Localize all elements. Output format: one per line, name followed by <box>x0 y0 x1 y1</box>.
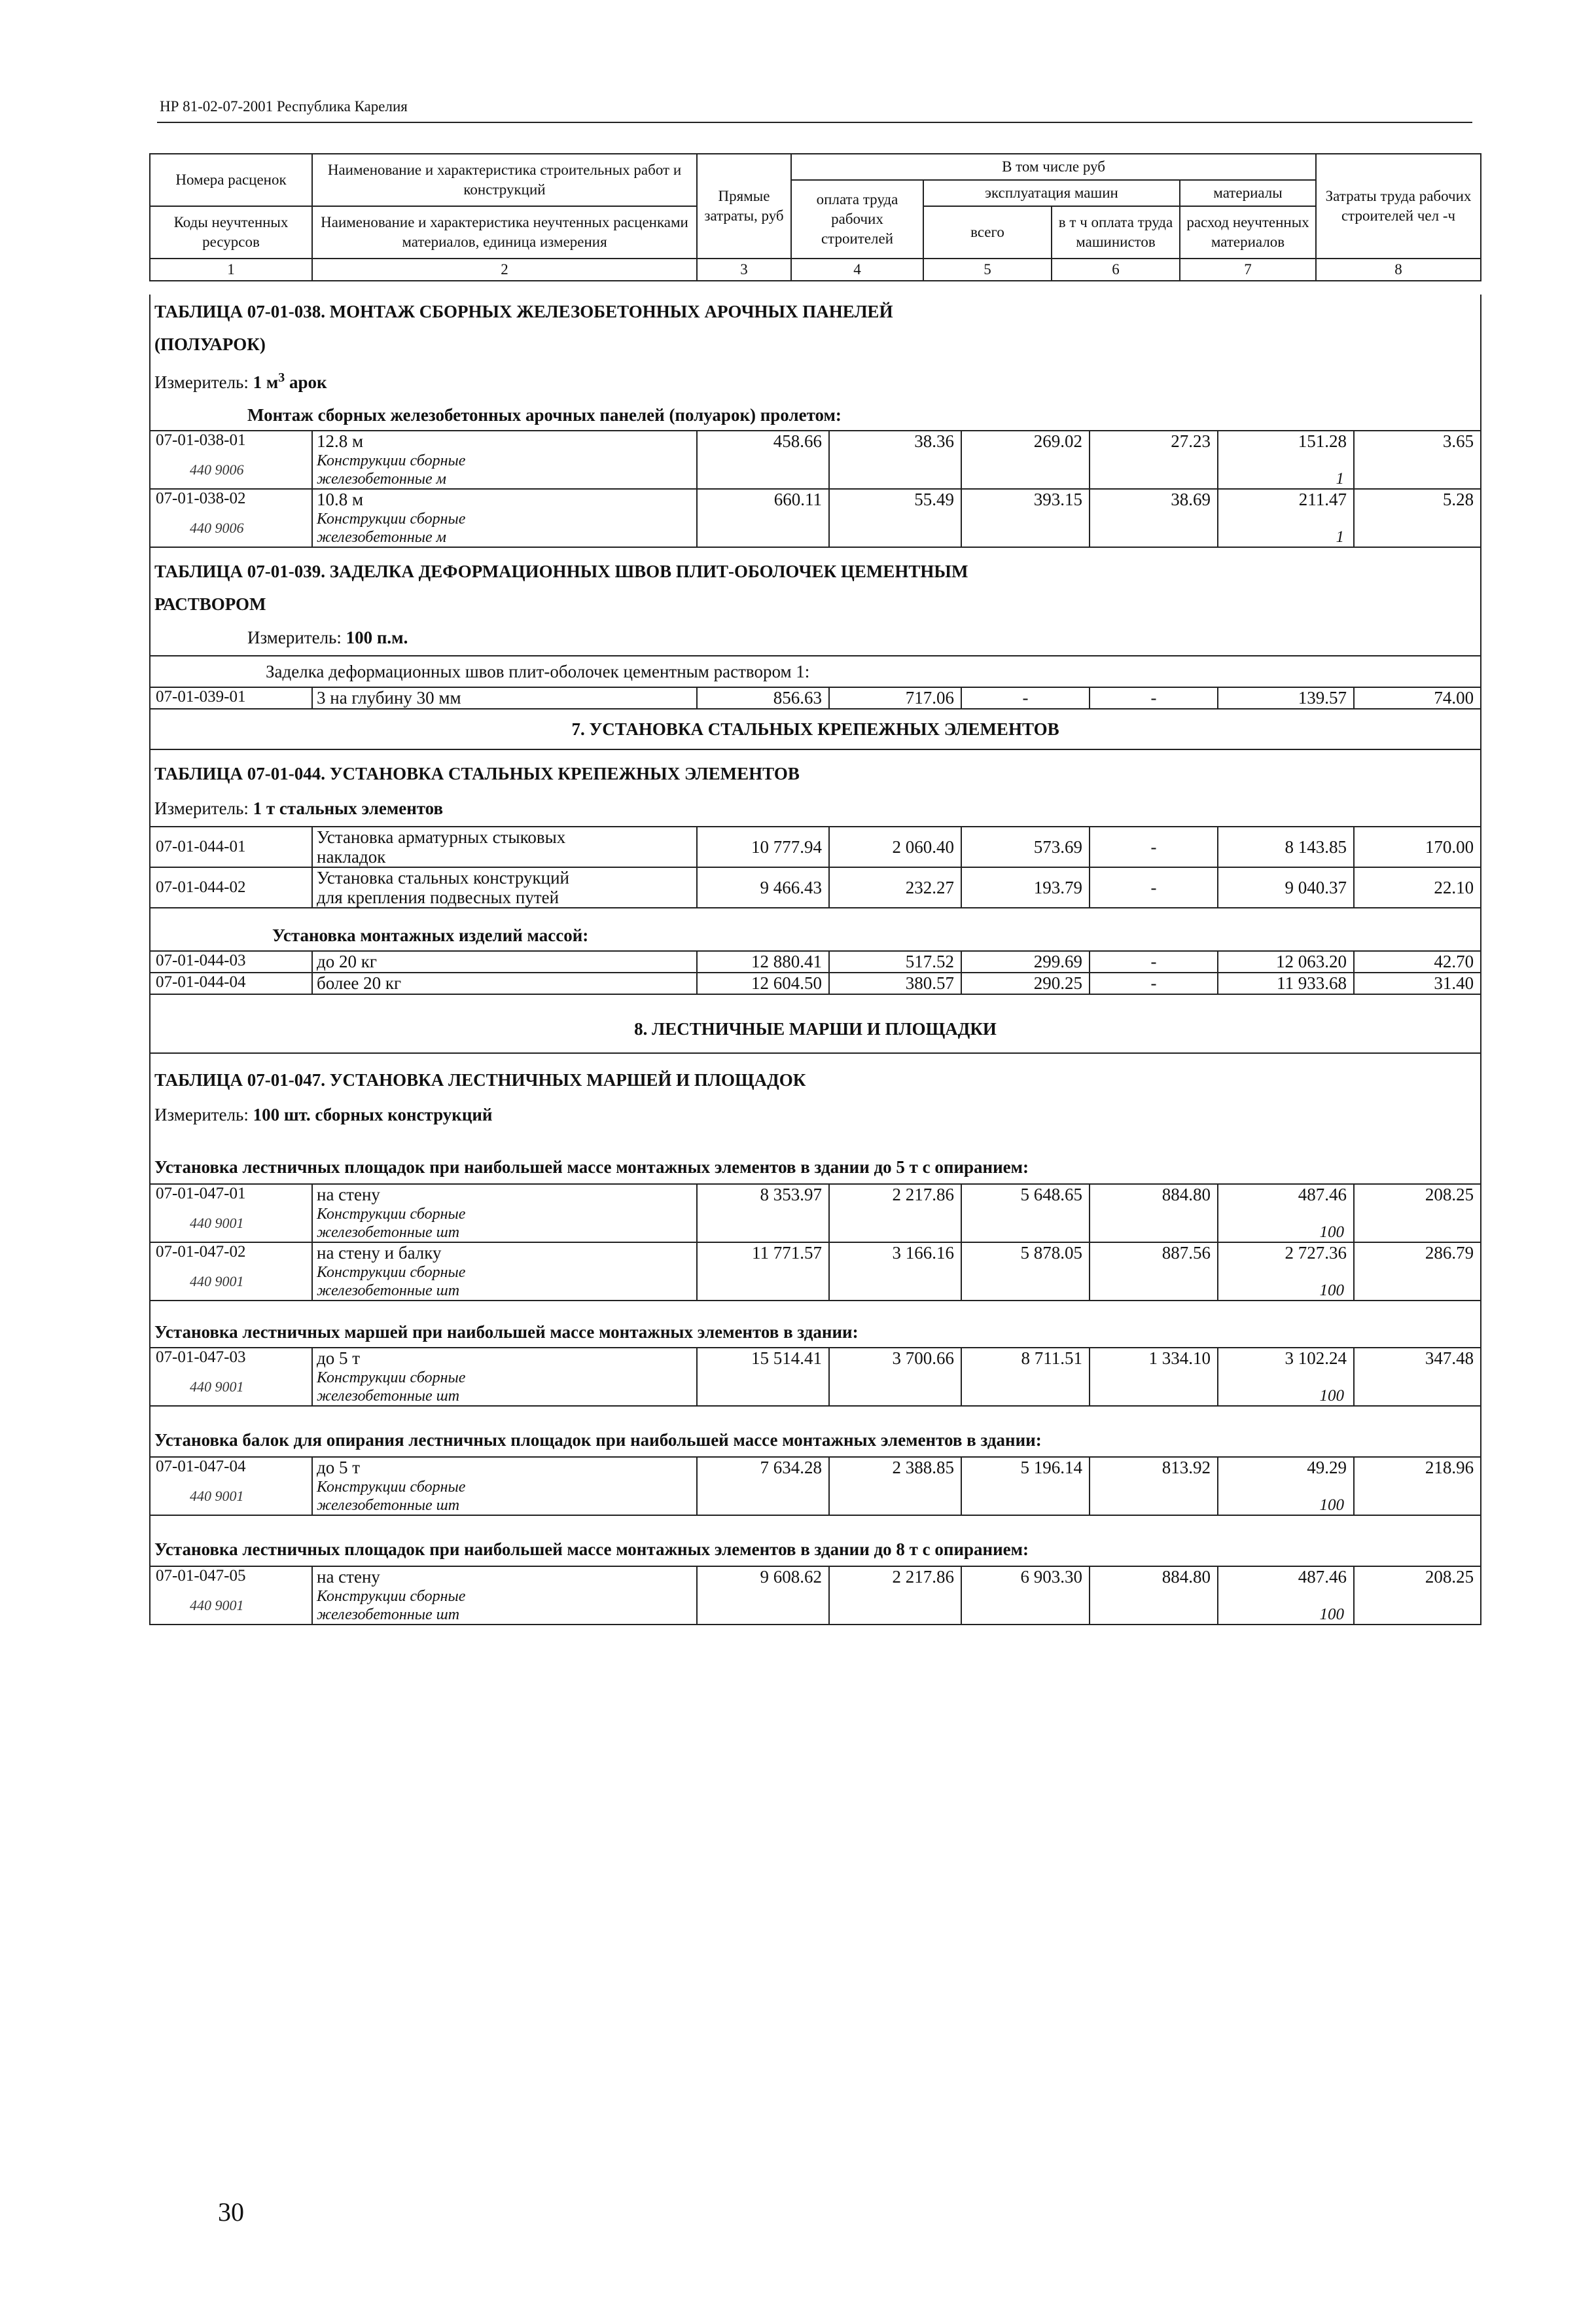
table-044-subheading: Установка монтажных изделий массой: <box>150 908 1481 951</box>
work-name: более 20 кг <box>312 973 697 994</box>
column-header-table <box>149 153 1481 281</box>
material-name: Конструкции сборные железобетонные шт <box>312 1369 697 1406</box>
work-name: 10.8 м <box>312 489 697 510</box>
machinist-pay: 884.80 <box>1090 1184 1218 1205</box>
material-name: Конструкции сборные железобетонные м <box>312 510 697 547</box>
rate-code: 07-01-047-05 <box>150 1566 312 1587</box>
machinist-pay: - <box>1090 951 1218 973</box>
header-num-1: 1 <box>150 259 312 281</box>
price-tables <box>149 295 1480 1625</box>
machine-cost: 573.69 <box>961 827 1090 867</box>
resource-row <box>150 1478 1481 1515</box>
header-materials: материалы <box>1180 180 1316 206</box>
header-labor-costs: Затраты труда рабочих строителей чел -ч <box>1316 154 1481 259</box>
material-cost: 487.46 <box>1218 1184 1354 1205</box>
table-039-title-cont: РАСТВОРОМ <box>150 588 1481 620</box>
labor-hours: 31.40 <box>1354 973 1481 994</box>
rate-code: 07-01-047-03 <box>150 1348 312 1369</box>
resource-row <box>150 510 1481 547</box>
header-group-label: В том числе руб <box>791 154 1316 180</box>
machine-cost: 269.02 <box>961 431 1090 452</box>
machine-cost: 6 903.30 <box>961 1566 1090 1587</box>
table-039-title: ТАБЛИЦА 07-01-039. ЗАДЕЛКА ДЕФОРМАЦИОННЫХ ШВОВ ПЛИТ-ОБОЛОЧЕК ЦЕМЕНТНЫМ <box>150 547 1481 588</box>
direct-cost: 12 880.41 <box>697 951 829 973</box>
resource-row <box>150 452 1481 489</box>
work-name: до 5 т <box>312 1348 697 1369</box>
machinist-pay: - <box>1090 827 1218 867</box>
direct-cost: 10 777.94 <box>697 827 829 867</box>
worker-pay: 232.27 <box>829 867 961 908</box>
machine-cost: 5 196.14 <box>961 1457 1090 1478</box>
table-047-subheading-4: Установка лестничных площадок при наибольшей массе монтажных элементов в здании до 8 т с опиранием: <box>150 1515 1481 1566</box>
worker-pay: 2 217.86 <box>829 1184 961 1205</box>
section-8-title: 8. ЛЕСТНИЧНЫЕ МАРШИ И ПЛОЩАДКИ <box>150 994 1481 1053</box>
running-header: НР 81-02-07-2001 Республика Карелия <box>160 98 408 115</box>
material-name: Конструкции сборные железобетонные шт <box>312 1478 697 1515</box>
work-name: на стену <box>312 1184 697 1205</box>
header-rule <box>157 122 1472 123</box>
worker-pay: 717.06 <box>829 687 961 709</box>
resource-quantity: 100 <box>1218 1587 1354 1625</box>
resource-quantity: 100 <box>1218 1369 1354 1406</box>
work-name: до 5 т <box>312 1457 697 1478</box>
direct-cost: 9 466.43 <box>697 867 829 908</box>
direct-cost: 660.11 <box>697 489 829 510</box>
labor-hours: 74.00 <box>1354 687 1481 709</box>
worker-pay: 3 700.66 <box>829 1348 961 1369</box>
table-038-title-cont: (ПОЛУАРОК) <box>150 329 1481 360</box>
table-038-title: ТАБЛИЦА 07-01-038. МОНТАЖ СБОРНЫХ ЖЕЛЕЗОБЕТОННЫХ АРОЧНЫХ ПАНЕЛЕЙ <box>150 295 1481 329</box>
header-machines-total: всего <box>923 206 1052 259</box>
resource-row <box>150 1369 1481 1406</box>
resource-code: 440 9001 <box>150 1263 312 1301</box>
material-cost: 12 063.20 <box>1218 951 1354 973</box>
work-name: 12.8 м <box>312 431 697 452</box>
table-row <box>150 1566 1481 1587</box>
machinist-pay: - <box>1090 973 1218 994</box>
table-047-subheading-1: Установка лестничных площадок при наибольшей массе монтажных элементов в здании до 5 т с опиранием: <box>150 1132 1481 1184</box>
section-7-title: 7. УСТАНОВКА СТАЛЬНЫХ КРЕПЕЖНЫХ ЭЛЕМЕНТОВ <box>150 709 1481 749</box>
direct-cost: 9 608.62 <box>697 1566 829 1587</box>
labor-hours: 22.10 <box>1354 867 1481 908</box>
machinist-pay: 887.56 <box>1090 1242 1218 1263</box>
worker-pay: 517.52 <box>829 951 961 973</box>
worker-pay: 2 217.86 <box>829 1566 961 1587</box>
material-name: Конструкции сборные железобетонные шт <box>312 1263 697 1301</box>
rate-code: 07-01-038-01 <box>150 431 312 452</box>
rate-code: 07-01-044-04 <box>150 973 312 994</box>
labor-hours: 42.70 <box>1354 951 1481 973</box>
material-cost: 11 933.68 <box>1218 973 1354 994</box>
machine-cost: 290.25 <box>961 973 1090 994</box>
work-name: 3 на глубину 30 мм <box>312 687 697 709</box>
header-num-5: 5 <box>923 259 1052 281</box>
resource-row <box>150 1587 1481 1625</box>
direct-cost: 458.66 <box>697 431 829 452</box>
table-038-subheading: Монтаж сборных железобетонных арочных панелей (полуарок) пролетом: <box>150 400 1481 431</box>
resource-row <box>150 1263 1481 1301</box>
table-039-subheading: Заделка деформационных швов плит-оболочек цементным раствором 1: <box>150 656 1481 687</box>
rate-code: 07-01-038-02 <box>150 489 312 510</box>
worker-pay: 380.57 <box>829 973 961 994</box>
table-047-subheading-3: Установка балок для опирания лестничных площадок при наибольшей массе монтажных элементов в здании: <box>150 1406 1481 1457</box>
worker-pay: 2 388.85 <box>829 1457 961 1478</box>
labor-hours: 347.48 <box>1354 1348 1481 1369</box>
machinist-pay: 27.23 <box>1090 431 1218 452</box>
work-name: на стену <box>312 1566 697 1587</box>
rate-code: 07-01-044-02 <box>150 867 312 908</box>
material-cost: 49.29 <box>1218 1457 1354 1478</box>
work-name: Установка арматурных стыковых накладок <box>312 827 697 867</box>
machine-cost: 393.15 <box>961 489 1090 510</box>
table-038-measure: Измеритель: 1 $м^3$ арок <box>150 360 1481 400</box>
material-name: Конструкции сборные железобетонные шт <box>312 1587 697 1625</box>
material-name: Конструкции сборные железобетонные шт <box>312 1205 697 1242</box>
material-cost: 2 727.36 <box>1218 1242 1354 1263</box>
direct-cost: 11 771.57 <box>697 1242 829 1263</box>
table-047-title: ТАБЛИЦА 07-01-047. УСТАНОВКА ЛЕСТНИЧНЫХ МАРШЕЙ И ПЛОЩАДОК <box>150 1053 1481 1097</box>
material-name: Конструкции сборные железобетонные м <box>312 452 697 489</box>
labor-hours: 3.65 <box>1354 431 1481 452</box>
header-works-top: Наименование и характеристика строительных работ и конструкций <box>312 154 697 206</box>
resource-code: 440 9001 <box>150 1587 312 1625</box>
header-num-6: 6 <box>1052 259 1180 281</box>
header-codes-bottom: Коды неучтенных ресурсов <box>150 206 312 259</box>
machine-cost: 5 878.05 <box>961 1242 1090 1263</box>
labor-hours: 286.79 <box>1354 1242 1481 1263</box>
resource-code: 440 9006 <box>150 510 312 547</box>
resource-quantity: 100 <box>1218 1263 1354 1301</box>
direct-cost: 7 634.28 <box>697 1457 829 1478</box>
table-044-measure: Измеритель: 1 т стальных элементов <box>150 791 1481 827</box>
labor-hours: 170.00 <box>1354 827 1481 867</box>
resource-code: 440 9001 <box>150 1205 312 1242</box>
labor-hours: 208.25 <box>1354 1184 1481 1205</box>
material-cost: 151.28 <box>1218 431 1354 452</box>
header-worker-pay: оплата труда рабочих строителей <box>791 180 923 259</box>
table-row <box>150 1184 1481 1205</box>
machine-cost: 5 648.65 <box>961 1184 1090 1205</box>
table-row <box>150 431 1481 452</box>
table-row <box>150 1242 1481 1263</box>
labor-hours: 218.96 <box>1354 1457 1481 1478</box>
rate-code: 07-01-044-01 <box>150 827 312 867</box>
table-row <box>150 951 1481 973</box>
rate-code: 07-01-047-04 <box>150 1457 312 1478</box>
rate-code: 07-01-044-03 <box>150 951 312 973</box>
material-cost: 487.46 <box>1218 1566 1354 1587</box>
table-039-measure: Измеритель: 100 п.м. <box>150 620 1481 656</box>
resource-quantity: 1 <box>1218 452 1354 489</box>
table-row <box>150 687 1481 709</box>
table-047-subheading-2: Установка лестничных маршей при наибольшей массе монтажных элементов в здании: <box>150 1301 1481 1348</box>
resource-code: 440 9001 <box>150 1369 312 1406</box>
labor-hours: 5.28 <box>1354 489 1481 510</box>
resource-row <box>150 1205 1481 1242</box>
header-codes-top: Номера расценок <box>150 154 312 206</box>
machine-cost: 8 711.51 <box>961 1348 1090 1369</box>
work-name: Установка стальных конструкций для крепления подвесных путей <box>312 867 697 908</box>
machine-cost: 193.79 <box>961 867 1090 908</box>
header-direct-costs: Прямые затраты, руб <box>697 154 791 259</box>
resource-quantity: 100 <box>1218 1205 1354 1242</box>
worker-pay: 38.36 <box>829 431 961 452</box>
header-unaccounted-materials: расход неучтенных материалов <box>1180 206 1316 259</box>
material-cost: 8 143.85 <box>1218 827 1354 867</box>
material-cost: 139.57 <box>1218 687 1354 709</box>
page-number: 30 <box>218 2197 244 2227</box>
table-row <box>150 489 1481 510</box>
resource-code: 440 9006 <box>150 452 312 489</box>
table-047-measure: Измеритель: 100 шт. сборных конструкций <box>150 1097 1481 1132</box>
table-row <box>150 867 1481 908</box>
worker-pay: 3 166.16 <box>829 1242 961 1263</box>
header-machines: эксплуатация машин <box>923 180 1180 206</box>
machinist-pay: - <box>1090 867 1218 908</box>
direct-cost: 856.63 <box>697 687 829 709</box>
header-num-2: 2 <box>312 259 697 281</box>
machinist-pay: - <box>1090 687 1218 709</box>
worker-pay: 55.49 <box>829 489 961 510</box>
work-name: на стену и балку <box>312 1242 697 1263</box>
material-cost: 9 040.37 <box>1218 867 1354 908</box>
header-num-3: 3 <box>697 259 791 281</box>
table-row <box>150 1348 1481 1369</box>
machinist-pay: 813.92 <box>1090 1457 1218 1478</box>
machinist-pay: 1 334.10 <box>1090 1348 1218 1369</box>
machinist-pay: 38.69 <box>1090 489 1218 510</box>
resource-quantity: 100 <box>1218 1478 1354 1515</box>
machinist-pay: 884.80 <box>1090 1566 1218 1587</box>
header-works-bottom: Наименование и характеристика неучтенных расценками материалов, единица измерения <box>312 206 697 259</box>
resource-code: 440 9001 <box>150 1478 312 1515</box>
rate-code: 07-01-047-02 <box>150 1242 312 1263</box>
header-num-8: 8 <box>1316 259 1481 281</box>
rate-code: 07-01-039-01 <box>150 687 312 709</box>
table-row <box>150 827 1481 867</box>
work-name: до 20 кг <box>312 951 697 973</box>
header-num-7: 7 <box>1180 259 1316 281</box>
worker-pay: 2 060.40 <box>829 827 961 867</box>
resource-quantity: 1 <box>1218 510 1354 547</box>
header-num-4: 4 <box>791 259 923 281</box>
table-044-title: ТАБЛИЦА 07-01-044. УСТАНОВКА СТАЛЬНЫХ КРЕПЕЖНЫХ ЭЛЕМЕНТОВ <box>150 749 1481 791</box>
direct-cost: 8 353.97 <box>697 1184 829 1205</box>
material-cost: 211.47 <box>1218 489 1354 510</box>
header-machinist-pay: в т ч оплата труда машинистов <box>1052 206 1180 259</box>
table-row <box>150 1457 1481 1478</box>
direct-cost: 12 604.50 <box>697 973 829 994</box>
table-row <box>150 973 1481 994</box>
direct-cost: 15 514.41 <box>697 1348 829 1369</box>
labor-hours: 208.25 <box>1354 1566 1481 1587</box>
rate-code: 07-01-047-01 <box>150 1184 312 1205</box>
machine-cost: - <box>961 687 1090 709</box>
material-cost: 3 102.24 <box>1218 1348 1354 1369</box>
machine-cost: 299.69 <box>961 951 1090 973</box>
